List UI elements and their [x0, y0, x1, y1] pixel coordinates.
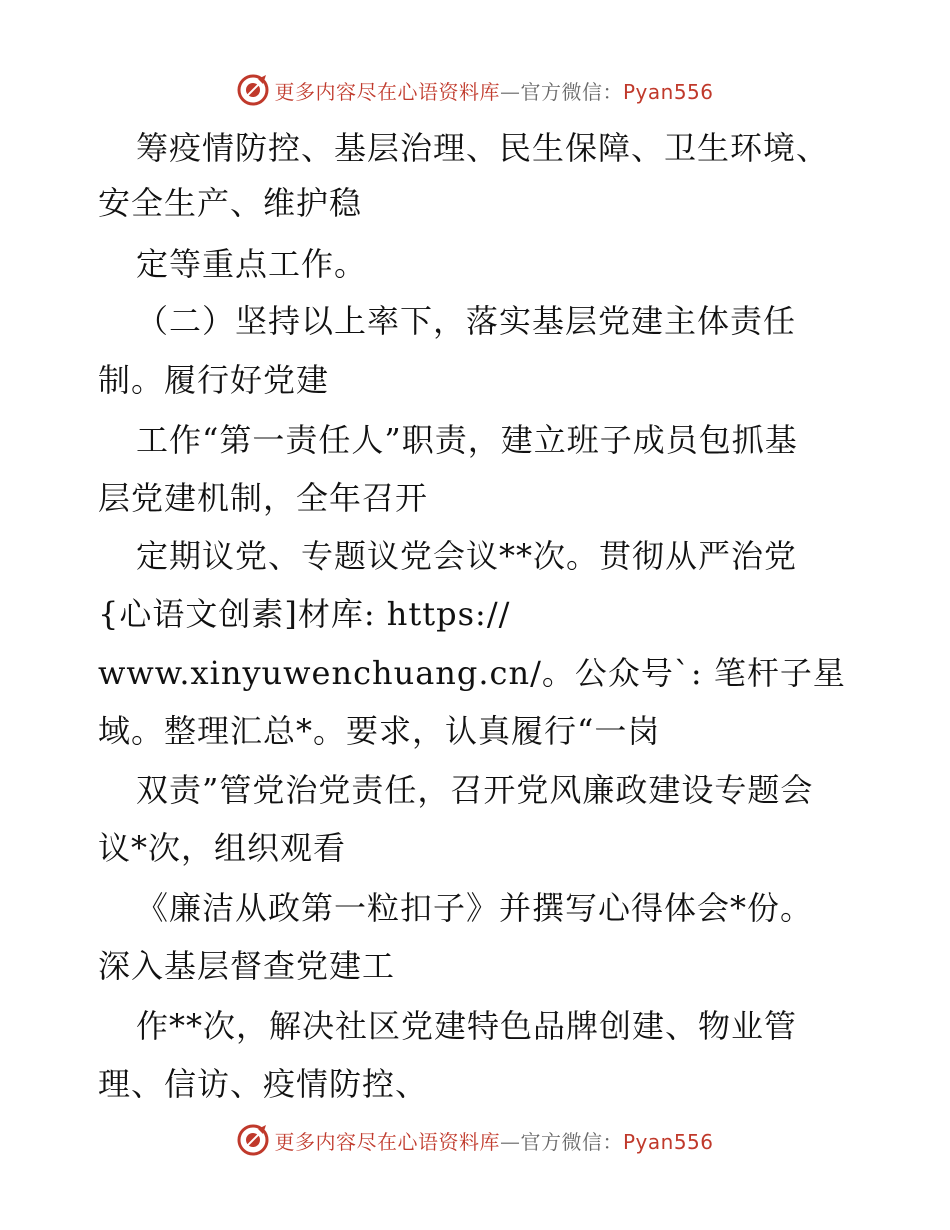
body-line: 深入基层督查党建工: [98, 947, 396, 985]
body-line: 议*次，组织观看: [98, 829, 347, 867]
brand-logo-icon: [236, 73, 270, 107]
body-line: 安全生产、维护稳: [98, 184, 363, 222]
body-line: 层党建机制，全年召开: [98, 479, 429, 517]
body-line: 定等重点工作。: [136, 245, 368, 283]
body-line: www.xinyuwenchuang.cn/。公众号`: 笔杆子星: [98, 654, 846, 692]
body-line: 双责”管党治党责任，召开党风廉政建设专题会: [136, 771, 814, 809]
banner-wechat-id: Pyan556: [622, 1129, 714, 1154]
body-line: 理、信访、疫情防控、: [98, 1065, 429, 1103]
header-banner: [0, 70, 950, 110]
banner-wechat-id: Pyan556: [622, 79, 714, 104]
banner-site-text: 更多内容尽在心语资料库: [274, 1129, 500, 1154]
body-line: 域。整理汇总*。要求，认真履行“一岗: [98, 712, 661, 750]
body-line: 工作“第一责任人”职责，建立班子成员包抓基: [136, 421, 798, 459]
body-line: 作**次，解决社区党建特色品牌创建、物业管: [136, 1007, 798, 1045]
brand-logo-icon: [236, 1123, 270, 1157]
banner-separator: —: [499, 79, 521, 104]
body-line: 《廉洁从政第一粒扣子》并撰写心得体会*份。: [136, 889, 814, 927]
banner-site-text: 更多内容尽在心语资料库: [274, 79, 500, 104]
body-line: {心语文创素]材库: https://: [98, 595, 511, 633]
banner-wechat-label: 官方微信：: [520, 79, 623, 104]
body-line: 定期议党、专题议党会议**次。贯彻从严治党: [136, 537, 798, 575]
body-line: 筹疫情防控、基层治理、民生保障、卫生环境、: [136, 129, 830, 167]
body-line: 制。履行好党建: [98, 361, 330, 399]
footer-banner: [0, 1120, 950, 1160]
banner-wechat-label: 官方微信：: [520, 1129, 623, 1154]
section-heading: （二）坚持以上率下，落实基层党建主体责任: [136, 302, 797, 340]
banner-separator: —: [499, 1129, 521, 1154]
